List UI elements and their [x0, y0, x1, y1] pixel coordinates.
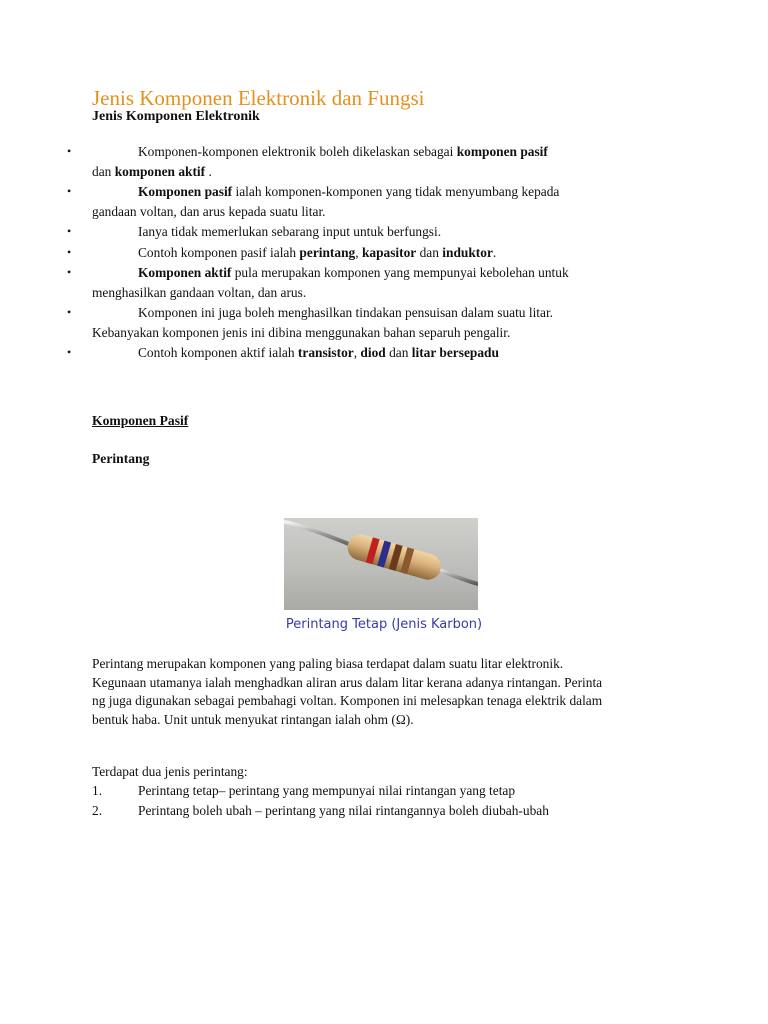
bullet-marker: • — [67, 244, 72, 259]
bullet-text — [92, 222, 682, 242]
bullet-text — [92, 343, 682, 363]
left-lead-wire — [284, 522, 354, 546]
text-run: dan — [416, 244, 443, 260]
bold-term: diod — [360, 345, 386, 360]
numbered-item — [92, 781, 692, 801]
bullet-text — [92, 303, 682, 323]
numbered-list — [92, 781, 692, 821]
text-run: menghasilkan gandaan voltan, dan arus. — [92, 284, 307, 300]
bullet-marker: • — [67, 345, 72, 359]
paragraph-line: Kegunaan utamanya ialah menghadkan aliran arus dalam litar kerana adanya rintangan. Perinta — [92, 674, 603, 690]
bullet-marker: • — [67, 224, 72, 238]
bullet-text — [92, 243, 682, 263]
item-text: Perintang tetap– perintang yang mempunyai nilai rintangan yang tetap — [138, 783, 516, 798]
list-item — [0, 243, 682, 263]
list-item — [0, 303, 682, 342]
text-run: ialah komponen-komponen yang tidak menyumbang kepada — [232, 184, 560, 199]
text-run: Ianya tidak memerlukan sebarang input untuk berfungsi. — [138, 224, 442, 239]
text-run: Contoh komponen pasif ialah — [138, 244, 300, 260]
bullet-text-continuation — [92, 202, 682, 222]
paragraph-line: bentuk haba. Unit untuk menyukat rintangan ialah ohm (Ω). — [92, 711, 414, 727]
bullet-marker: • — [67, 305, 72, 319]
page-title: Jenis Komponen Elektronik dan Fungsi — [92, 86, 425, 110]
text-run: dan — [92, 163, 115, 179]
bullet-marker: • — [67, 265, 72, 279]
resistor-illustration — [284, 518, 478, 610]
bold-term: Komponen pasif — [138, 184, 233, 199]
right-lead-wire — [434, 568, 478, 584]
text-run: , — [355, 244, 362, 260]
figure-caption: Perintang Tetap (Jenis Karbon) — [285, 617, 483, 632]
text-run: pula merupakan komponen yang mempunyai kebolehan untuk — [231, 265, 569, 280]
text-run: . — [205, 163, 212, 179]
bold-term: induktor — [442, 244, 493, 260]
bullet-marker: • — [67, 184, 72, 198]
bold-term: perintang — [299, 244, 356, 260]
list-item — [0, 343, 682, 363]
paragraph-line: ng juga digunakan sebagai pembahagi voltan. Komponen ini melesapkan tenaga elektrik dalam — [92, 693, 603, 708]
item-number: 1. — [92, 783, 103, 798]
bullet-text — [92, 182, 682, 202]
bullet-text — [92, 263, 682, 283]
subsection-heading: Perintang — [92, 451, 150, 466]
list-item — [0, 222, 682, 242]
numbered-item — [92, 801, 692, 821]
text-run: Komponen-komponen elektronik boleh dikelaskan sebagai — [138, 144, 457, 159]
item-text: Perintang boleh ubah – perintang yang nilai rintangannya boleh diubah-ubah — [138, 803, 549, 818]
bullet-text-continuation — [92, 162, 682, 182]
bullet-list — [0, 142, 768, 364]
bullet-text-continuation — [92, 283, 682, 303]
bold-term: komponen aktif — [114, 163, 206, 179]
item-number: 2. — [92, 803, 103, 818]
bullet-marker: • — [67, 144, 72, 158]
page-subtitle: Jenis Komponen Elektronik — [92, 109, 260, 124]
text-run: Komponen ini juga boleh menghasilkan tindakan pensuisan dalam suatu litar. — [138, 305, 554, 320]
resistor-photo — [284, 518, 478, 610]
bullet-text-continuation — [92, 323, 682, 343]
text-run: Contoh komponen aktif ialah — [138, 345, 298, 360]
paragraph-line: Perintang merupakan komponen yang paling biasa terdapat dalam suatu litar elektronik. — [92, 656, 564, 671]
bold-term: kapasitor — [361, 244, 417, 260]
text-run: Kebanyakan komponen jenis ini dibina menggunakan bahan separuh pengalir. — [92, 324, 511, 340]
body-paragraph — [92, 655, 682, 729]
bullet-text — [92, 142, 682, 162]
text-run: gandaan voltan, dan arus kepada suatu litar. — [92, 203, 326, 219]
bold-term: Komponen aktif — [138, 265, 232, 280]
list-intro: Terdapat dua jenis perintang: — [92, 764, 248, 779]
text-run: . — [492, 244, 497, 260]
text-run: dan — [385, 345, 412, 360]
bold-term: komponen pasif — [456, 144, 548, 159]
text-run: , — [353, 345, 361, 360]
section-heading: Komponen Pasif — [92, 413, 189, 428]
list-item — [0, 263, 682, 302]
list-item — [0, 142, 682, 181]
list-item — [0, 182, 682, 221]
bold-term: litar bersepadu — [411, 345, 499, 360]
bold-term: transistor — [297, 345, 354, 360]
